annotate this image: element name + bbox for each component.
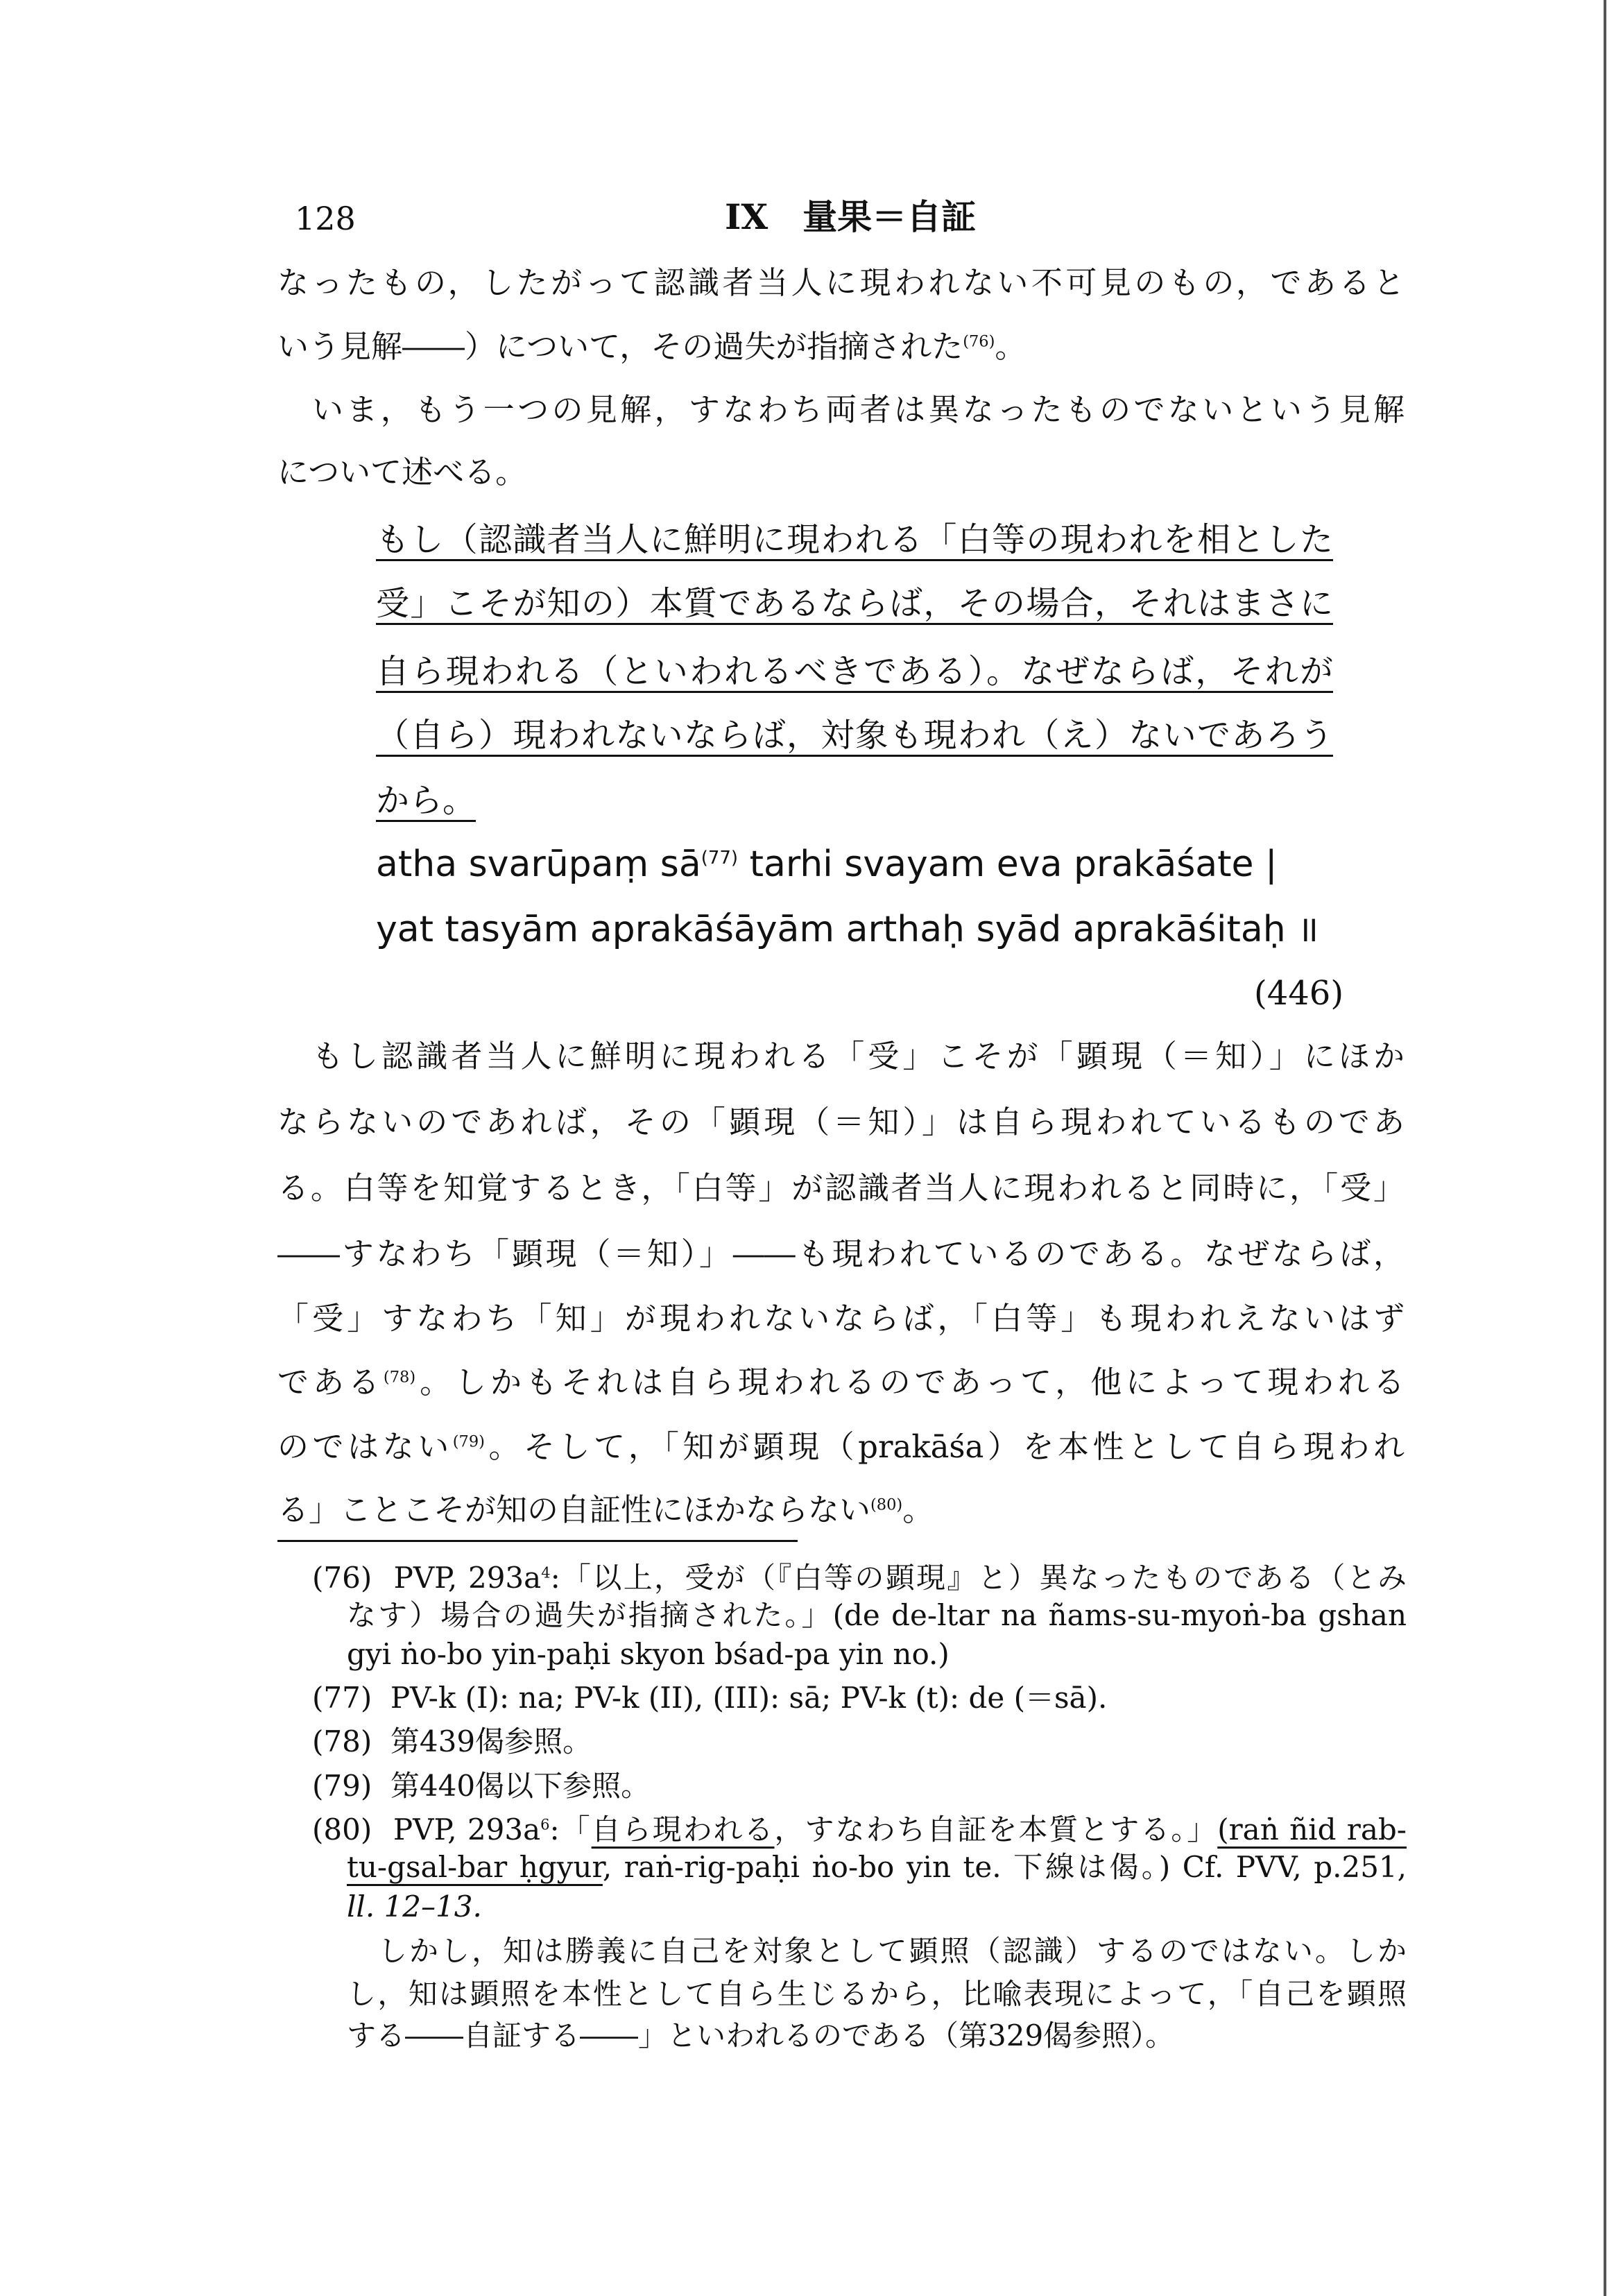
text: のではない bbox=[277, 1428, 453, 1465]
footnote-line: gyi ṅo-bo yin-paḥi skyon bśad-pa yin no.) bbox=[347, 1637, 950, 1671]
running-header-title: IX 量果＝自証 bbox=[725, 196, 977, 237]
sanskrit-verse-line: yat tasyām aprakāśāyām arthaḥ syād aprakāśitaḥ ॥ bbox=[376, 909, 1319, 950]
footnote-number: (78) bbox=[312, 1724, 372, 1758]
body-line bbox=[277, 1428, 1405, 1465]
footnote-line: ll. 12–13. bbox=[347, 1890, 482, 1924]
body-line bbox=[277, 328, 1405, 365]
text: 第439偈参照。 bbox=[390, 1724, 592, 1758]
body-line: について述べる。 bbox=[277, 454, 527, 490]
footnote-number: (77) bbox=[312, 1681, 372, 1715]
footnote-ref[interactable]: (79) bbox=[452, 1432, 485, 1451]
footnote-line bbox=[347, 1850, 1407, 1884]
footnote-line: する――自証する――」といわれるのである（第329偈参照）。 bbox=[347, 2019, 1175, 2053]
footnote-line: しかし，知は勝義に自己を対象として顕照（認識）するのではない。しか bbox=[378, 1934, 1407, 1968]
underlined-text: (raṅ ñid rab- bbox=[1217, 1813, 1407, 1847]
footnote-78 bbox=[312, 1724, 1407, 1758]
verse-translation-line: （自ら）現われないならば，対象も現われ（え）ないであろう bbox=[376, 716, 1333, 755]
body-line: 「受」すなわち「知」が現われないならば，「白等」も現われえないはず bbox=[277, 1300, 1405, 1337]
text: 。 bbox=[995, 328, 1027, 365]
body-line: もし認識者当人に鮮明に現われる「受」こそが「顕現（＝知）」にほか bbox=[312, 1038, 1405, 1074]
body-line: ――すなわち「顕現（＝知）」――も現われているのである。なぜならば， bbox=[277, 1235, 1405, 1272]
body-line: ならないのであれば，その「顕現（＝知）」は自ら現われているものであ bbox=[277, 1104, 1405, 1140]
text: る」ことこそが知の自証性にほかならない bbox=[277, 1491, 871, 1528]
text: :「以上，受が（『白等の顕現』と）異なったものである（とみ bbox=[550, 1561, 1407, 1595]
text: 。 bbox=[902, 1491, 934, 1528]
footnote-number: (76) bbox=[312, 1561, 372, 1595]
superscript: 6 bbox=[540, 1816, 550, 1833]
text: PVP, 293a bbox=[393, 1813, 541, 1847]
verse-number: (446) bbox=[1254, 974, 1344, 1013]
text: , raṅ-rig-paḥi ṅo-bo yin te. 下線は偈。) Cf. PVV, p.251, bbox=[602, 1850, 1407, 1884]
text: 第440偈以下参照。 bbox=[390, 1769, 651, 1803]
footnote-line: なす）場合の過失が指摘された。」(de de-ltar na ñams-su-myoṅ-ba gshan bbox=[347, 1598, 1407, 1632]
footnote-76 bbox=[312, 1563, 1407, 1593]
text: ，すなわち自証を本質とする。」 bbox=[774, 1813, 1218, 1847]
sanskrit-verse-line bbox=[376, 843, 1278, 885]
body-line: る。白等を知覚するとき，「白等」が認識者当人に現われると同時に，「受」 bbox=[277, 1170, 1405, 1206]
footnote-80 bbox=[312, 1813, 1407, 1847]
superscript: 4 bbox=[541, 1564, 551, 1582]
text: PVP, 293a bbox=[393, 1561, 542, 1595]
footnote-ref[interactable]: (78) bbox=[383, 1368, 416, 1387]
underlined-text: tu-gsal-bar ḥgyur bbox=[347, 1850, 603, 1884]
body-line: なったもの，したがって認識者当人に現われない不可見のもの，であると bbox=[277, 264, 1405, 301]
text: :「 bbox=[549, 1813, 592, 1847]
footnote-79 bbox=[312, 1769, 1407, 1803]
body-line bbox=[277, 1364, 1405, 1400]
footnote-line: し，知は顕照を本性として自ら生じるから，比喩表現によって，「自己を顕照 bbox=[347, 1977, 1407, 2011]
verse-translation-line: から。 bbox=[376, 781, 476, 820]
page-number: 128 bbox=[295, 200, 356, 237]
verse-translation-line: 受」こそが知の）本質であるならば，その場合，それはまさに bbox=[376, 584, 1333, 623]
underlined-text: 自ら現われる bbox=[591, 1813, 775, 1847]
body-line: いま，もう一つの見解，すなわち両者は異なったものでないという見解 bbox=[312, 391, 1405, 428]
footnote-number: (80) bbox=[312, 1813, 372, 1847]
text: 。しかもそれは自ら現われるのであって，他によって現われる bbox=[415, 1364, 1405, 1400]
text: 。そして，「知が顕現（prakāśa）を本性として自ら現われ bbox=[484, 1428, 1405, 1465]
footnote-ref[interactable]: (77) bbox=[701, 847, 739, 868]
footnote-number: (79) bbox=[312, 1769, 372, 1803]
verse-translation-line: もし（認識者当人に鮮明に現われる「白等の現われを相とした bbox=[376, 520, 1333, 559]
body-line bbox=[277, 1491, 1405, 1528]
text: いう見解――）について，その過失が指摘された bbox=[277, 328, 963, 365]
verse-translation-line: 自ら現われる（といわれるべきである）。なぜならば，それが bbox=[376, 652, 1333, 691]
footnote-77 bbox=[312, 1681, 1407, 1715]
text: である bbox=[277, 1364, 384, 1400]
text: PV-k (I): na; PV-k (II), (III): sā; PV-k (t): de (＝sā). bbox=[390, 1681, 1108, 1715]
text: atha svarūpaṃ sā bbox=[376, 843, 701, 885]
footnote-ref[interactable]: (80) bbox=[870, 1496, 903, 1514]
text: tarhi svayam eva prakāśate | bbox=[738, 843, 1278, 885]
scan-edge-shadow bbox=[1604, 0, 1606, 2296]
footnote-separator bbox=[277, 1540, 798, 1542]
footnote-ref[interactable]: (76) bbox=[963, 332, 995, 351]
